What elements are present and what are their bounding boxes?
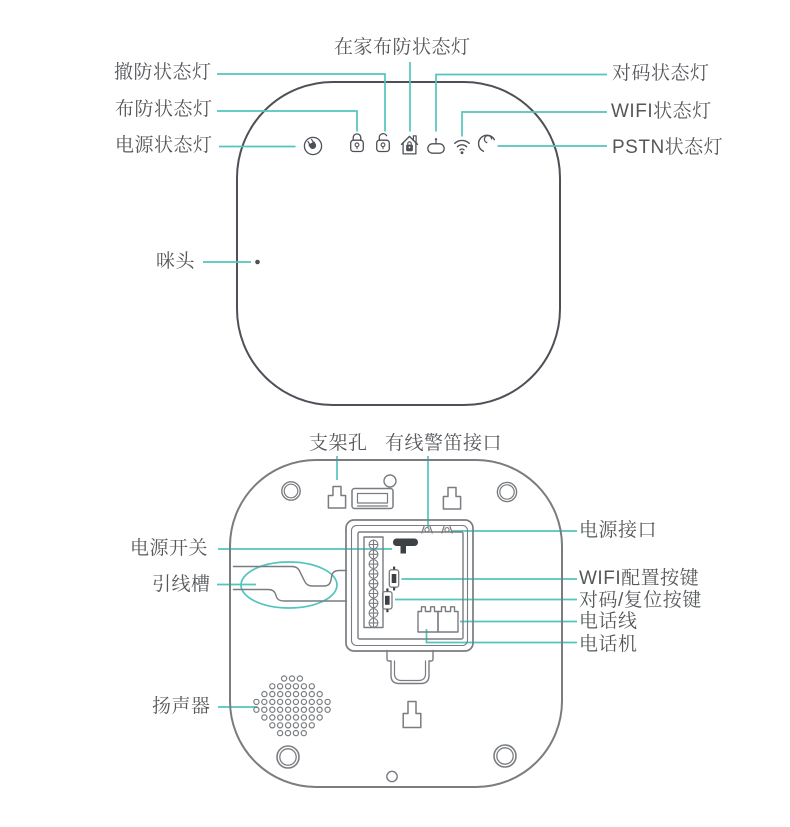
label-power-port: 电源接口 xyxy=(579,520,658,541)
screw-hole-bottom-right xyxy=(494,745,516,767)
wifi-icon xyxy=(455,140,469,154)
leader-lines xyxy=(203,62,607,707)
pstn-phone-icon xyxy=(479,135,495,151)
bracket-hole-left xyxy=(328,487,345,509)
back-view xyxy=(230,460,562,787)
phone-jacks xyxy=(418,607,458,632)
bracket-hole-right xyxy=(443,488,460,510)
label-bracket-hole: 支架孔 xyxy=(309,433,368,454)
pilot-hole-top xyxy=(384,475,396,487)
back-device-outline xyxy=(230,460,562,787)
leader-phone-set xyxy=(427,629,578,643)
screw-hole-top-left xyxy=(282,482,300,500)
home-arm-house-icon xyxy=(402,136,418,154)
wifi-config-button xyxy=(389,567,398,591)
label-wifi-config: WIFI配置按键 xyxy=(579,568,700,589)
label-speaker: 扬声器 xyxy=(152,696,211,717)
leader-arm xyxy=(217,111,357,132)
lock-closed-icon xyxy=(351,134,364,152)
power-icon xyxy=(304,137,321,154)
front-device-outline xyxy=(237,82,560,405)
front-view xyxy=(237,82,560,405)
power-switch xyxy=(393,539,418,554)
label-pair-status-light: 对码状态灯 xyxy=(612,63,710,84)
label-wifi-status-light: WIFI状态灯 xyxy=(611,101,712,122)
microphone-hole xyxy=(255,260,260,265)
terminal-block xyxy=(364,537,383,628)
screw-hole-top-right xyxy=(497,482,516,501)
pair-reset-button xyxy=(383,588,392,612)
label-phone-line: 电话线 xyxy=(579,611,638,632)
cable-exit-tab xyxy=(387,651,433,684)
label-pair-reset: 对码/复位按键 xyxy=(579,590,702,611)
mounting-slot xyxy=(352,489,393,509)
phone-line-jack xyxy=(438,607,458,632)
alarm-host-icon xyxy=(428,138,444,153)
label-disarm-status-light: 撤防状态灯 xyxy=(114,62,212,83)
label-power-switch: 电源开关 xyxy=(130,538,209,559)
phone-set-jack xyxy=(418,607,438,632)
pilot-hole-bottom xyxy=(387,771,397,781)
label-wire-slot: 引线槽 xyxy=(152,574,211,595)
label-arm-status-light: 布防状态灯 xyxy=(115,99,213,120)
label-phone-set: 电话机 xyxy=(579,634,638,655)
leader-wifi xyxy=(462,112,607,137)
label-power-status-light: 电源状态灯 xyxy=(115,135,213,156)
speaker-grille xyxy=(254,676,330,736)
label-siren-port: 有线警笛接口 xyxy=(385,433,503,454)
label-microphone: 咪头 xyxy=(156,251,196,272)
label-pstn-status-light: PSTN状态灯 xyxy=(612,137,724,158)
screw-hole-bottom-left xyxy=(277,746,299,768)
label-home-arm-status-light: 在家布防状态灯 xyxy=(334,37,471,58)
lock-open-icon xyxy=(377,134,390,152)
bracket-hole-bottom xyxy=(403,702,421,728)
